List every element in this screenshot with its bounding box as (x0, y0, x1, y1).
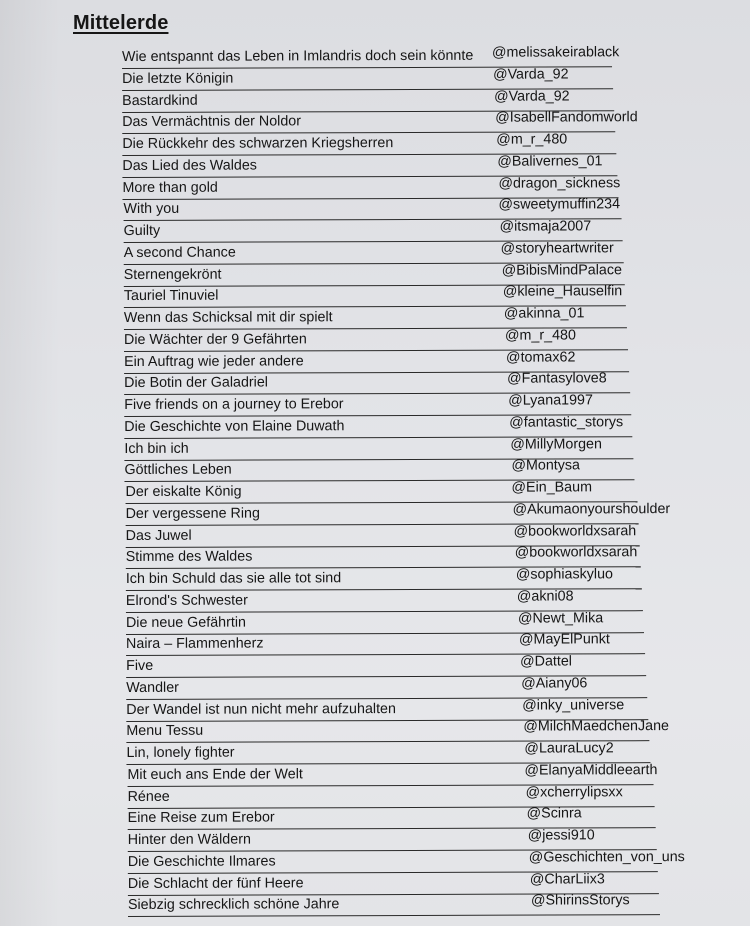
list-item (128, 892, 660, 917)
author-handle: @melissakeirablack (491, 44, 620, 61)
story-title: Die Geschichte von Elaine Duwath (124, 417, 345, 435)
story-title: Siebzig schrecklich schöne Jahre (127, 896, 340, 914)
story-title: Die Rückkehr des schwarzen Kriegsherren (122, 135, 394, 152)
story-title: Die neue Gefährtin (125, 614, 247, 631)
story-title: Die letzte Königin (122, 70, 234, 87)
author-handle: @Varda_92 (494, 87, 570, 105)
author-handle: @Aiany06 (521, 675, 588, 692)
author-handle: @ElanyaMiddleearth (524, 761, 658, 779)
author-handle: @ShirinsStorys (530, 892, 630, 909)
story-title: Das Juwel (125, 527, 192, 544)
author-handle: @MillyMorgen (510, 435, 602, 453)
story-title: Göttliches Leben (124, 461, 232, 479)
author-handle: @LauraLucy2 (524, 740, 614, 757)
story-title: Sternengekrönt (123, 266, 222, 283)
story-title: Der vergessene Ring (125, 505, 260, 522)
author-handle: @dragon_sickness (498, 174, 621, 192)
story-title: Die Schlacht der fünf Heere (127, 874, 304, 892)
author-handle: @storyheartwriter (500, 240, 614, 257)
story-title: Naira – Flammenherz (126, 635, 264, 653)
author-handle: @Dattel (520, 653, 573, 670)
story-title: Menu Tessu (126, 722, 204, 740)
author-handle: @fantastic_storys (509, 414, 624, 431)
author-handle: @sophiaskyluo (515, 566, 614, 583)
story-title: Bastardkind (122, 92, 198, 109)
story-title: Wenn das Schicksal mit dir spielt (123, 309, 333, 326)
story-title: Das Lied des Waldes (122, 157, 257, 174)
author-handle: @Scinra (526, 805, 582, 822)
author-handle: @MayElPunkt (519, 631, 610, 648)
story-title: Ich bin Schuld das sie alle tot sind (125, 570, 342, 587)
story-title: Eine Reise zum Erebor (127, 809, 275, 827)
author-handle: @akinna_01 (503, 305, 585, 322)
author-handle: @sweetymuffin234 (498, 196, 621, 213)
story-title: Die Geschichte Ilmares (127, 853, 276, 870)
story-title: With you (123, 201, 180, 218)
author-handle: @Akumaonyourshoulder (512, 500, 671, 518)
author-handle: @itsmaja2007 (499, 218, 592, 235)
author-handle: @inky_universe (522, 696, 625, 714)
author-handle: @Fantasylove8 (507, 370, 607, 387)
author-handle: @akni08 (516, 588, 574, 605)
author-handle: @Balivernes_01 (497, 153, 603, 170)
story-title: Ich bin ich (124, 440, 189, 457)
story-title: Five friends on a journey to Erebor (124, 396, 344, 413)
story-title: Die Botin der Galadriel (124, 374, 269, 392)
story-title: Die Wächter der 9 Gefährten (123, 331, 307, 348)
author-handle: @IsabellFandomworld (495, 109, 638, 126)
author-handle: @kleine_Hauselfin (502, 283, 623, 300)
story-title: Hinter den Wäldern (127, 831, 251, 848)
author-handle: @MilchMaedchenJane (523, 718, 670, 735)
author-handle: @xcherrylipsxx (525, 783, 623, 801)
story-title: Der Wandel ist nun nicht mehr aufzuhalten (126, 700, 396, 718)
story-title: Wandler (126, 679, 179, 696)
author-handle: @Lyana1997 (508, 392, 593, 409)
author-handle: @m_r_480 (496, 131, 568, 148)
author-handle: @Varda_92 (493, 66, 569, 83)
author-handle: @Ein_Baum (511, 479, 593, 496)
author-handle: @Montysa (511, 457, 581, 474)
story-title: Lin, lonely fighter (126, 744, 235, 761)
story-title: A second Chance (123, 244, 236, 261)
story-title: Ein Auftrag wie jeder andere (124, 352, 304, 370)
story-title: Guilty (123, 222, 161, 239)
author-handle: @BibisMindPalace (501, 261, 622, 279)
story-title: Mit euch ans Ende der Welt (127, 766, 303, 783)
story-title: Five (126, 657, 154, 674)
author-handle: @CharLiix3 (529, 870, 605, 888)
story-title: Stimme des Waldes (125, 548, 253, 566)
story-title: More than gold (122, 179, 218, 196)
author-handle: @Newt_Mika (517, 609, 604, 627)
story-title: Elrond's Schwester (125, 592, 248, 609)
author-handle: @m_r_480 (504, 327, 576, 344)
author-handle: @bookworldxsarah (514, 544, 638, 561)
story-title: Wie entspannt das Leben in Imlandris doch sein könnte (121, 47, 474, 65)
author-handle: @Geschichten_von_uns (528, 848, 685, 866)
story-title: Tauriel Tinuviel (123, 287, 219, 305)
story-title: Der eiskalte König (125, 483, 242, 500)
page-title: Mittelerde (73, 12, 169, 34)
author-handle: @jessi910 (527, 827, 595, 844)
author-handle: @bookworldxsarah (513, 522, 637, 540)
story-title: Das Vermächtnis der Noldor (122, 113, 302, 131)
story-title: Rénee (127, 788, 170, 805)
author-handle: @tomax62 (506, 348, 576, 366)
